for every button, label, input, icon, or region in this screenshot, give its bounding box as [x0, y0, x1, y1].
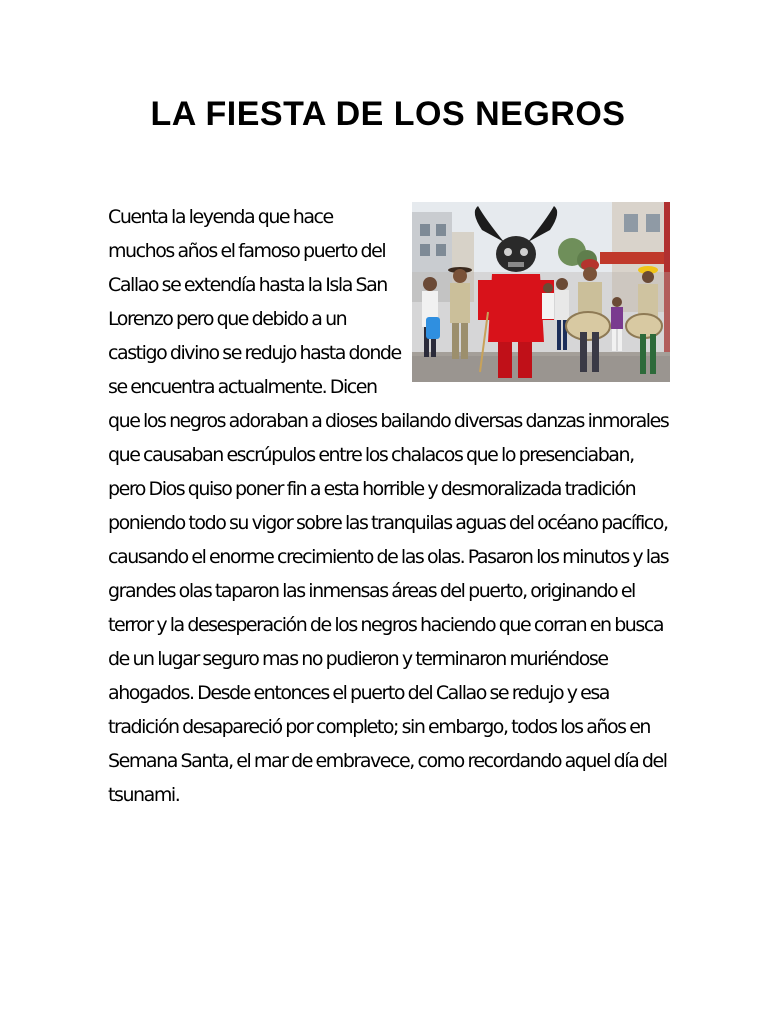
festival-photo: [412, 202, 670, 382]
festival-photo-icon: [412, 202, 670, 382]
article: [108, 200, 670, 812]
page-title: LA FIESTA DE LOS NEGROS: [150, 95, 626, 133]
story-text: Cuenta la leyenda que hace muchos años el famoso puerto del Callao se extendía hasta la Isla San Lorenzo pero que debido a un castigo divino se redujo hasta donde se encuentra actualmente. Dicen que los negros adoraban a dioses bailando diversas danzas inmorales que causaban escrúpulos entre los chalacos que lo presenciaban, pero Dios quiso poner fin a esta horrible y desmoralizada tradición poniendo todo su vigor sobre las tranquilas aguas del océano pacífico, causando el enorme crecimiento de las olas. Pasaron los minutos y las grandes olas taparon las inmensas áreas del puerto, originando el terror y la desesperación de los negros haciendo que corran en busca de un lugar seguro mas no pudieron y terminaron muriéndose ahogados. Desde entonces el puerto del Callao se redujo y esa tradición desapareció por completo; sin embargo, todos los años en Semana Santa, el mar de embravece, como recordando aquel día del tsunami.: [108, 206, 669, 806]
